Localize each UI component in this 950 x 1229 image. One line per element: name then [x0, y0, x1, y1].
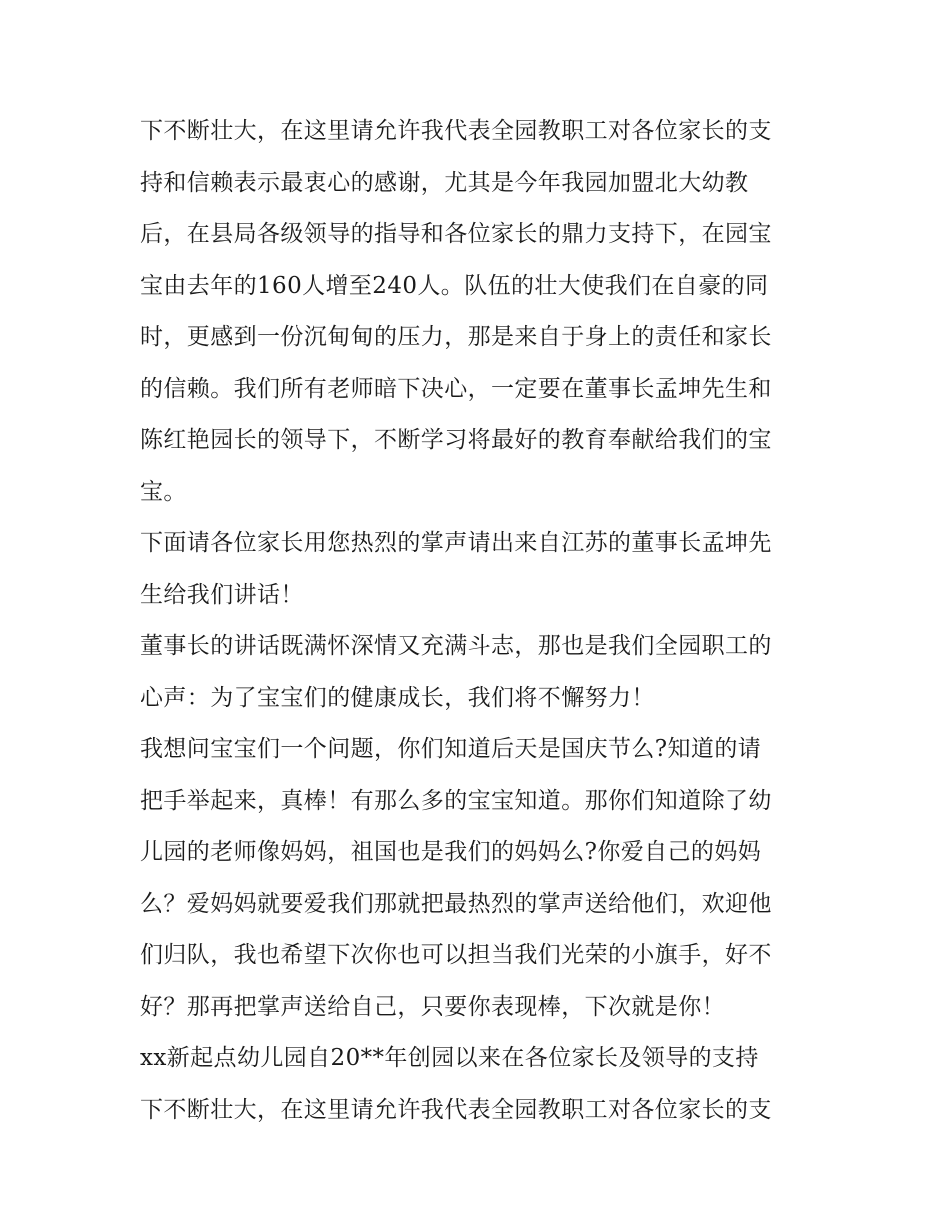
- text-line: 么？爱妈妈就要爱我们那就把最热烈的掌声送给他们，欢迎他: [140, 890, 772, 917]
- text-line: 后，在县局各级领导的指导和各位家长的鼎力支持下，在园宝: [140, 221, 772, 247]
- text-line: 陈红艳园长的领导下，不断学习将最好的教育奉献给我们的宝: [140, 427, 772, 453]
- text-line: 持和信赖表示最衷心的感谢，尤其是今年我园加盟北大幼教: [140, 169, 749, 196]
- text-line: 把手举起来，真棒！有那么多的宝宝知道。那你们知道除了幼: [140, 787, 772, 814]
- text-line: 董事长的讲话既满怀深情又充满斗志，那也是我们全园职工的: [140, 633, 772, 659]
- document-body: [140, 106, 820, 1136]
- text-line: xx新起点幼儿园自20**年创园以来在各位家长及领导的支持: [140, 1045, 759, 1071]
- text-line: 下不断壮大，在这里请允许我代表全园教职工对各位家长的支: [140, 118, 772, 144]
- text-line: 心声：为了宝宝们的健康成长，我们将不懈努力！: [140, 684, 655, 711]
- text-line: 下不断壮大，在这里请允许我代表全园教职工对各位家长的支: [140, 1096, 772, 1123]
- text-line: 生给我们讲话！: [140, 581, 304, 608]
- text-line: 宝由去年的160人增至240人。队伍的壮大使我们在自豪的同: [140, 272, 769, 299]
- text-line: 时，更感到一份沉甸甸的压力，那是来自于身上的责任和家长: [140, 324, 772, 350]
- text-line: 宝。: [140, 478, 187, 505]
- text-line: 儿园的老师像妈妈，祖国也是我们的妈妈么?你爱自己的妈妈: [140, 839, 762, 865]
- text-line: 们归队，我也希望下次你也可以担当我们光荣的小旗手，好不: [140, 942, 772, 968]
- text-line: 我想问宝宝们一个问题，你们知道后天是国庆节么?知道的请: [140, 736, 762, 762]
- text-line: 好？那再把掌声送给自己，只要你表现棒，下次就是你！: [140, 993, 725, 1020]
- text-line: 下面请各位家长用您热烈的掌声请出来自江苏的董事长孟坤先: [140, 530, 772, 556]
- text-line: 的信赖。我们所有老师暗下决心，一定要在董事长孟坤先生和: [140, 375, 772, 402]
